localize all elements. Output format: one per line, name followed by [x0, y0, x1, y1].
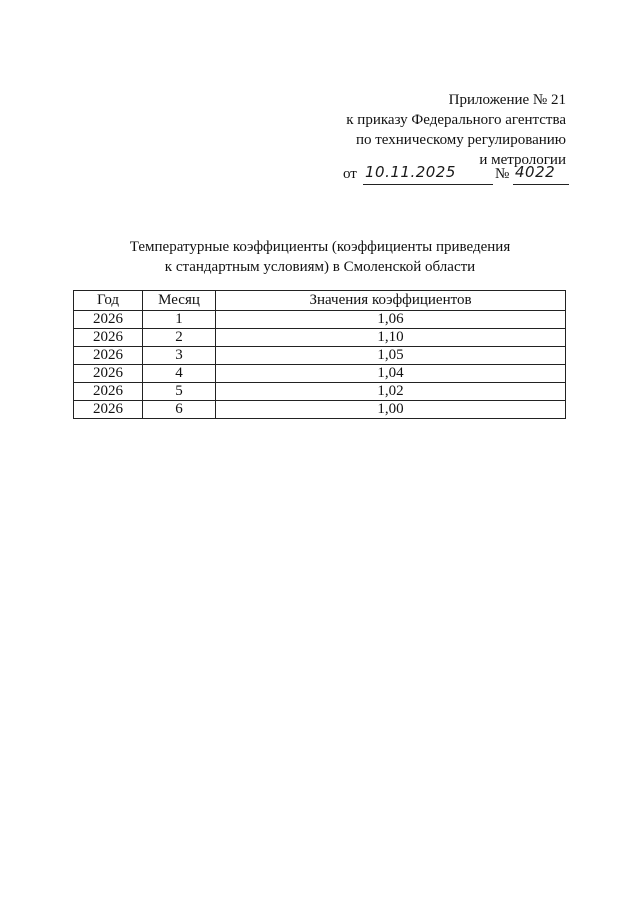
cell-year: 2026	[74, 329, 143, 347]
handwritten-date: 10.11.2025	[365, 163, 456, 181]
table-row	[74, 311, 566, 329]
cell-month: 3	[143, 347, 216, 365]
header-coefficient: Значения коэффициентов	[216, 291, 566, 311]
appendix-header	[346, 90, 566, 170]
cell-year: 2026	[74, 401, 143, 419]
order-date-number-line	[343, 163, 569, 186]
cell-month: 1	[143, 311, 216, 329]
coefficients-table	[73, 290, 566, 419]
table-row	[74, 329, 566, 347]
table-header-row	[74, 291, 566, 311]
cell-coefficient: 1,05	[216, 347, 566, 365]
table-row	[74, 383, 566, 401]
cell-coefficient: 1,04	[216, 365, 566, 383]
number-sign: №	[495, 166, 510, 182]
appendix-number: Приложение № 21	[448, 92, 566, 108]
table-row	[74, 365, 566, 383]
cell-year: 2026	[74, 365, 143, 383]
cell-month: 6	[143, 401, 216, 419]
order-reference-line-1: к приказу Федерального агентства	[346, 112, 566, 128]
cell-year: 2026	[74, 311, 143, 329]
document-title	[0, 237, 640, 277]
cell-coefficient: 1,10	[216, 329, 566, 347]
order-reference-line-2: по техническому регулированию	[355, 132, 566, 148]
cell-coefficient: 1,06	[216, 311, 566, 329]
header-year: Год	[74, 291, 143, 311]
header-month: Месяц	[143, 291, 216, 311]
cell-year: 2026	[74, 383, 143, 401]
cell-month: 4	[143, 365, 216, 383]
table-row	[74, 401, 566, 419]
date-underline	[363, 184, 493, 185]
cell-month: 2	[143, 329, 216, 347]
title-line-2: к стандартным условиям) в Смоленской области	[164, 259, 476, 275]
number-underline	[513, 184, 569, 185]
title-line-1: Температурные коэффициенты (коэффициенты приведения	[129, 239, 511, 255]
cell-month: 5	[143, 383, 216, 401]
cell-coefficient: 1,00	[216, 401, 566, 419]
date-prefix-label: от	[343, 166, 357, 182]
cell-coefficient: 1,02	[216, 383, 566, 401]
order-reference-line-3: и метрологии	[479, 152, 566, 168]
table-row	[74, 347, 566, 365]
handwritten-number: 4022	[515, 163, 556, 181]
cell-year: 2026	[74, 347, 143, 365]
